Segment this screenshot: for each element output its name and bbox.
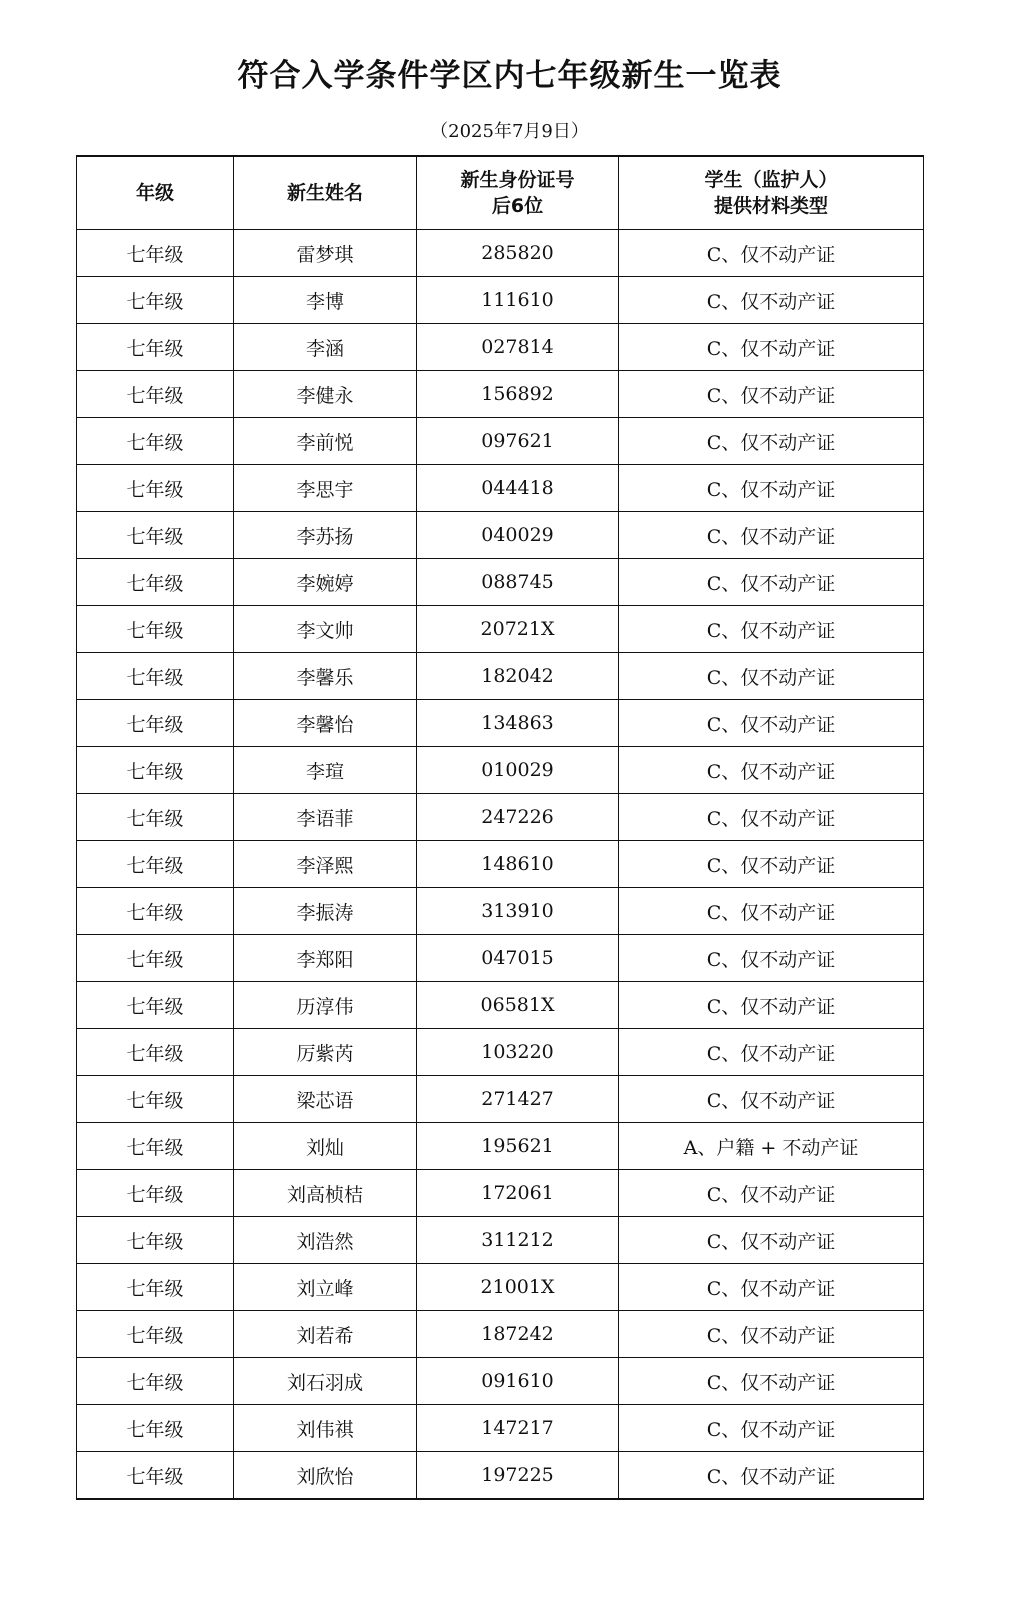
name-cell: 刘石羽成 xyxy=(234,1358,417,1405)
id-suffix-cell: 088745 xyxy=(417,559,619,606)
table-row xyxy=(77,841,924,888)
table-row xyxy=(77,1217,924,1264)
id-suffix-cell: 097621 xyxy=(417,418,619,465)
header-grade-label: 年级 xyxy=(135,182,174,204)
id-suffix-cell: 103220 xyxy=(417,1029,619,1076)
name-cell: 刘灿 xyxy=(234,1123,417,1170)
name-cell: 李馨乐 xyxy=(234,653,417,700)
name-cell: 梁芯语 xyxy=(234,1076,417,1123)
material-type-cell: C、仅不动产证 xyxy=(619,700,924,747)
material-type-cell: C、仅不动产证 xyxy=(619,794,924,841)
grade-cell: 七年级 xyxy=(77,1217,234,1264)
name-cell: 李馨怡 xyxy=(234,700,417,747)
id-suffix-cell: 172061 xyxy=(417,1170,619,1217)
id-suffix-cell: 111610 xyxy=(417,277,619,324)
name-cell: 厉紫芮 xyxy=(234,1029,417,1076)
id-suffix-cell: 040029 xyxy=(417,512,619,559)
table-row xyxy=(77,935,924,982)
grade-cell: 七年级 xyxy=(77,935,234,982)
material-type-cell: C、仅不动产证 xyxy=(619,1029,924,1076)
header-name-label: 新生姓名 xyxy=(286,182,363,204)
name-cell: 李健永 xyxy=(234,371,417,418)
header-grade xyxy=(77,156,234,230)
name-cell: 历淳伟 xyxy=(234,982,417,1029)
document-date: （2025年7月9日） xyxy=(430,121,589,142)
table-row xyxy=(77,277,924,324)
table-row xyxy=(77,1358,924,1405)
material-type-cell: C、仅不动产证 xyxy=(619,371,924,418)
grade-cell: 七年级 xyxy=(77,465,234,512)
name-cell: 李语菲 xyxy=(234,794,417,841)
table-row xyxy=(77,1170,924,1217)
grade-cell: 七年级 xyxy=(77,794,234,841)
grade-cell: 七年级 xyxy=(77,1452,234,1500)
id-suffix-cell: 027814 xyxy=(417,324,619,371)
material-type-cell: C、仅不动产证 xyxy=(619,1358,924,1405)
id-suffix-cell: 311212 xyxy=(417,1217,619,1264)
name-cell: 雷梦琪 xyxy=(234,230,417,277)
name-cell: 李涵 xyxy=(234,324,417,371)
id-suffix-cell: 20721X xyxy=(417,606,619,653)
grade-cell: 七年级 xyxy=(77,1076,234,1123)
material-type-cell: C、仅不动产证 xyxy=(619,888,924,935)
grade-cell: 七年级 xyxy=(77,559,234,606)
grade-cell: 七年级 xyxy=(77,606,234,653)
grade-cell: 七年级 xyxy=(77,1405,234,1452)
grade-cell: 七年级 xyxy=(77,841,234,888)
table-header-row xyxy=(77,156,924,230)
id-suffix-cell: 247226 xyxy=(417,794,619,841)
id-suffix-cell: 271427 xyxy=(417,1076,619,1123)
material-type-cell: C、仅不动产证 xyxy=(619,1452,924,1500)
name-cell: 李泽熙 xyxy=(234,841,417,888)
id-suffix-cell: 182042 xyxy=(417,653,619,700)
grade-cell: 七年级 xyxy=(77,1264,234,1311)
material-type-cell: C、仅不动产证 xyxy=(619,324,924,371)
name-cell: 李文帅 xyxy=(234,606,417,653)
grade-cell: 七年级 xyxy=(77,230,234,277)
grade-cell: 七年级 xyxy=(77,982,234,1029)
table-row xyxy=(77,794,924,841)
name-cell: 刘浩然 xyxy=(234,1217,417,1264)
grade-cell: 七年级 xyxy=(77,371,234,418)
document-title: 符合入学条件学区内七年级新生一览表 xyxy=(237,58,782,94)
material-type-cell: C、仅不动产证 xyxy=(619,1217,924,1264)
table-body xyxy=(77,230,924,1500)
header-id-suffix xyxy=(417,156,619,230)
material-type-cell: C、仅不动产证 xyxy=(619,606,924,653)
id-suffix-cell: 010029 xyxy=(417,747,619,794)
table-row xyxy=(77,512,924,559)
grade-cell: 七年级 xyxy=(77,747,234,794)
header-id-suffix-label: 新生身份证号 后6位 xyxy=(460,169,575,217)
grade-cell: 七年级 xyxy=(77,700,234,747)
name-cell: 刘立峰 xyxy=(234,1264,417,1311)
table-row xyxy=(77,606,924,653)
material-type-cell: C、仅不动产证 xyxy=(619,841,924,888)
student-roster-table xyxy=(76,155,924,1500)
material-type-cell: C、仅不动产证 xyxy=(619,465,924,512)
table-row xyxy=(77,559,924,606)
material-type-cell: C、仅不动产证 xyxy=(619,1311,924,1358)
material-type-cell: C、仅不动产证 xyxy=(619,1264,924,1311)
material-type-cell: C、仅不动产证 xyxy=(619,277,924,324)
material-type-cell: C、仅不动产证 xyxy=(619,559,924,606)
header-material-type-label: 学生（监护人） 提供材料类型 xyxy=(704,169,838,217)
grade-cell: 七年级 xyxy=(77,888,234,935)
material-type-cell: C、仅不动产证 xyxy=(619,1076,924,1123)
table-row xyxy=(77,324,924,371)
name-cell: 刘伟祺 xyxy=(234,1405,417,1452)
table-row xyxy=(77,1452,924,1500)
material-type-cell: C、仅不动产证 xyxy=(619,747,924,794)
table-row xyxy=(77,1405,924,1452)
id-suffix-cell: 313910 xyxy=(417,888,619,935)
material-type-cell: C、仅不动产证 xyxy=(619,230,924,277)
table-row xyxy=(77,230,924,277)
header-name xyxy=(234,156,417,230)
material-type-cell: C、仅不动产证 xyxy=(619,935,924,982)
name-cell: 李郑阳 xyxy=(234,935,417,982)
table-row xyxy=(77,1264,924,1311)
name-cell: 李瑄 xyxy=(234,747,417,794)
grade-cell: 七年级 xyxy=(77,653,234,700)
table-row xyxy=(77,982,924,1029)
name-cell: 刘欣怡 xyxy=(234,1452,417,1500)
material-type-cell: C、仅不动产证 xyxy=(619,982,924,1029)
id-suffix-cell: 21001X xyxy=(417,1264,619,1311)
id-suffix-cell: 187242 xyxy=(417,1311,619,1358)
id-suffix-cell: 091610 xyxy=(417,1358,619,1405)
name-cell: 李思宇 xyxy=(234,465,417,512)
material-type-cell: C、仅不动产证 xyxy=(619,653,924,700)
grade-cell: 七年级 xyxy=(77,277,234,324)
table-row xyxy=(77,653,924,700)
table-row xyxy=(77,418,924,465)
material-type-cell: A、户籍 + 不动产证 xyxy=(619,1123,924,1170)
grade-cell: 七年级 xyxy=(77,1358,234,1405)
material-type-cell: C、仅不动产证 xyxy=(619,1405,924,1452)
name-cell: 李博 xyxy=(234,277,417,324)
table-row xyxy=(77,371,924,418)
name-cell: 李振涛 xyxy=(234,888,417,935)
grade-cell: 七年级 xyxy=(77,1123,234,1170)
id-suffix-cell: 044418 xyxy=(417,465,619,512)
id-suffix-cell: 156892 xyxy=(417,371,619,418)
id-suffix-cell: 285820 xyxy=(417,230,619,277)
id-suffix-cell: 047015 xyxy=(417,935,619,982)
name-cell: 刘若希 xyxy=(234,1311,417,1358)
name-cell: 李前悦 xyxy=(234,418,417,465)
name-cell: 刘高桢桔 xyxy=(234,1170,417,1217)
grade-cell: 七年级 xyxy=(77,512,234,559)
table-row xyxy=(77,1076,924,1123)
header-material-type xyxy=(619,156,924,230)
table-row xyxy=(77,465,924,512)
grade-cell: 七年级 xyxy=(77,1029,234,1076)
material-type-cell: C、仅不动产证 xyxy=(619,1170,924,1217)
table-row xyxy=(77,747,924,794)
material-type-cell: C、仅不动产证 xyxy=(619,512,924,559)
grade-cell: 七年级 xyxy=(77,1170,234,1217)
id-suffix-cell: 134863 xyxy=(417,700,619,747)
table-row xyxy=(77,1123,924,1170)
material-type-cell: C、仅不动产证 xyxy=(619,418,924,465)
grade-cell: 七年级 xyxy=(77,418,234,465)
id-suffix-cell: 195621 xyxy=(417,1123,619,1170)
table-row xyxy=(77,888,924,935)
grade-cell: 七年级 xyxy=(77,1311,234,1358)
name-cell: 李婉婷 xyxy=(234,559,417,606)
table-row xyxy=(77,700,924,747)
id-suffix-cell: 06581X xyxy=(417,982,619,1029)
id-suffix-cell: 148610 xyxy=(417,841,619,888)
id-suffix-cell: 197225 xyxy=(417,1452,619,1500)
name-cell: 李苏扬 xyxy=(234,512,417,559)
table-row xyxy=(77,1029,924,1076)
grade-cell: 七年级 xyxy=(77,324,234,371)
id-suffix-cell: 147217 xyxy=(417,1405,619,1452)
table-row xyxy=(77,1311,924,1358)
